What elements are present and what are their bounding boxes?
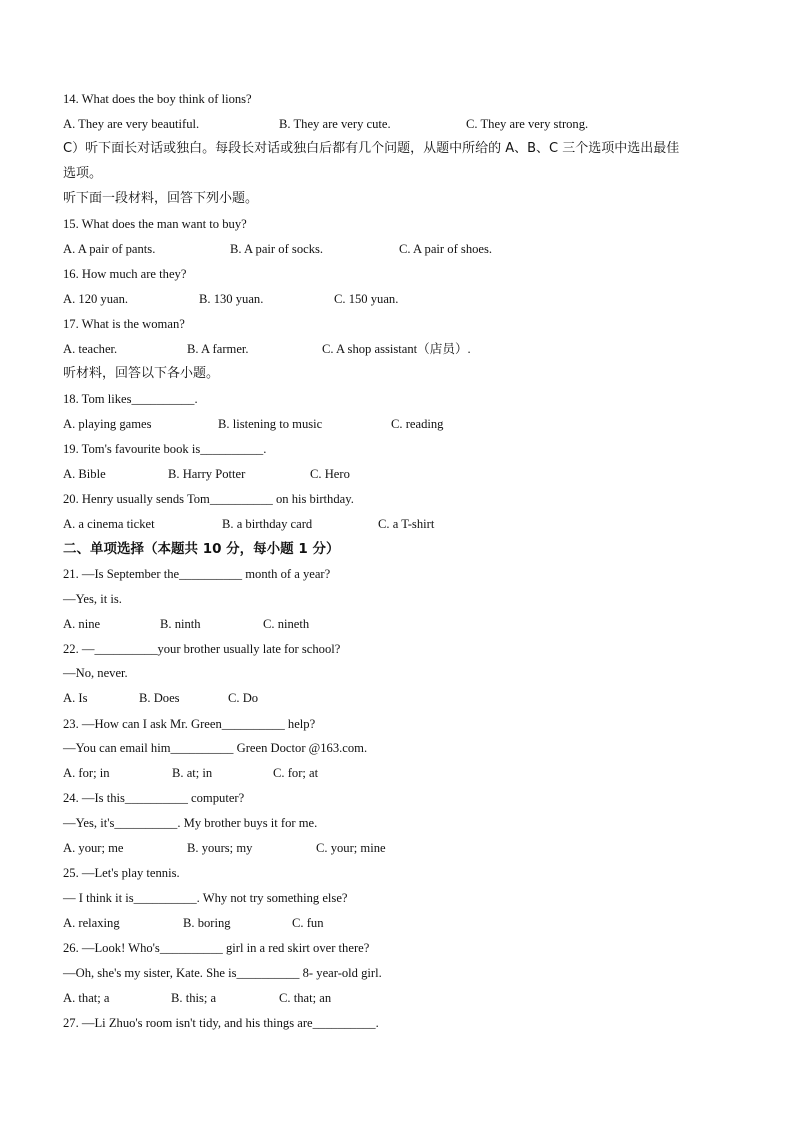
q25-option-a: A. relaxing: [63, 916, 120, 930]
q23-option-c: C. for; at: [273, 766, 319, 780]
q25-line2: — I think it is__________. Why not try something else?: [63, 891, 348, 905]
q26-line1: 26. —Look! Who's__________ girl in a red skirt over there?: [63, 941, 370, 955]
part-c-instruction-line2: 选项。: [63, 166, 103, 181]
q18-option-a: A. playing games: [63, 417, 152, 431]
q20-option-b: B. a birthday card: [222, 517, 313, 531]
q25-option-b: B. boring: [183, 916, 231, 930]
q19-option-c: C. Hero: [310, 467, 350, 481]
q17-option-c: C. A shop assistant（店员）.: [322, 342, 471, 356]
q22-line1: 22. —__________your brother usually late for school?: [63, 642, 341, 656]
q25-option-c: C. fun: [292, 916, 324, 930]
q14-option-c: C. They are very strong.: [466, 117, 589, 131]
q27-line1: 27. —Li Zhuo's room isn't tidy, and his things are__________.: [63, 1016, 379, 1030]
q14-option-a: A. They are very beautiful.: [63, 117, 200, 131]
material-intro: 听材料，回答以下各小题。: [63, 366, 220, 381]
q23-line2: —You can email him__________ Green Doctor @163.com.: [63, 741, 368, 755]
q17-option-a: A. teacher.: [63, 342, 118, 356]
part-c-instruction-line1: C）听下面长对话或独白。每段长对话或独白后都有几个问题，从题中所给的 A、B、C 三个选项中选出最佳: [63, 141, 680, 156]
q15-option-a: A. A pair of pants.: [63, 242, 156, 256]
q19-option-a: A. Bible: [63, 467, 106, 481]
q22-line2: —No, never.: [63, 666, 128, 680]
q18-option-b: B. listening to music: [218, 417, 323, 431]
q15-option-c: C. A pair of shoes.: [399, 242, 493, 256]
q21-option-a: A. nine: [63, 617, 101, 631]
q17-stem: 17. What is the woman?: [63, 317, 185, 331]
q15-stem: 15. What does the man want to buy?: [63, 217, 247, 231]
q23-option-b: B. at; in: [172, 766, 213, 780]
q16-option-c: C. 150 yuan.: [334, 292, 399, 306]
q20-option-a: A. a cinema ticket: [63, 517, 155, 531]
section2-title: 二、单项选择（本题共 10 分，每小题 1 分）: [63, 541, 340, 557]
q14-stem: 14. What does the boy think of lions?: [63, 92, 252, 106]
q19-stem: 19. Tom's favourite book is__________.: [63, 442, 267, 456]
q16-stem: 16. How much are they?: [63, 267, 187, 281]
q20-stem: 20. Henry usually sends Tom__________ on his birthday.: [63, 492, 354, 506]
q21-line2: —Yes, it is.: [63, 592, 122, 606]
q22-option-a: A. Is: [63, 691, 88, 705]
q17-option-b: B. A farmer.: [187, 342, 249, 356]
q20-option-c: C. a T-shirt: [378, 517, 435, 531]
q18-option-c: C. reading: [391, 417, 444, 431]
q25-line1: 25. —Let's play tennis.: [63, 866, 180, 880]
q26-line2: —Oh, she's my sister, Kate. She is__________ 8- year-old girl.: [63, 966, 382, 980]
q18-stem: 18. Tom likes__________.: [63, 392, 198, 406]
q22-option-c: C. Do: [228, 691, 259, 705]
q24-line1: 24. —Is this__________ computer?: [63, 791, 245, 805]
q15-option-b: B. A pair of socks.: [230, 242, 324, 256]
q23-line1: 23. —How can I ask Mr. Green__________ help?: [63, 717, 316, 731]
q24-option-c: C. your; mine: [316, 841, 386, 855]
q21-option-c: C. nineth: [263, 617, 310, 631]
q21-option-b: B. ninth: [160, 617, 201, 631]
passage-intro: 听下面一段材料，回答下列小题。: [63, 191, 259, 206]
q26-option-a: A. that; a: [63, 991, 110, 1005]
q21-line1: 21. —Is September the__________ month of a year?: [63, 567, 331, 581]
q24-option-a: A. your; me: [63, 841, 124, 855]
q19-option-b: B. Harry Potter: [168, 467, 246, 481]
q22-option-b: B. Does: [139, 691, 180, 705]
q23-option-a: A. for; in: [63, 766, 110, 780]
q14-option-b: B. They are very cute.: [279, 117, 391, 131]
q16-option-b: B. 130 yuan.: [199, 292, 264, 306]
q16-option-a: A. 120 yuan.: [63, 292, 129, 306]
q24-line2: —Yes, it's__________. My brother buys it for me.: [63, 816, 318, 830]
q24-option-b: B. yours; my: [187, 841, 253, 855]
q26-option-b: B. this; a: [171, 991, 217, 1005]
q26-option-c: C. that; an: [279, 991, 332, 1005]
